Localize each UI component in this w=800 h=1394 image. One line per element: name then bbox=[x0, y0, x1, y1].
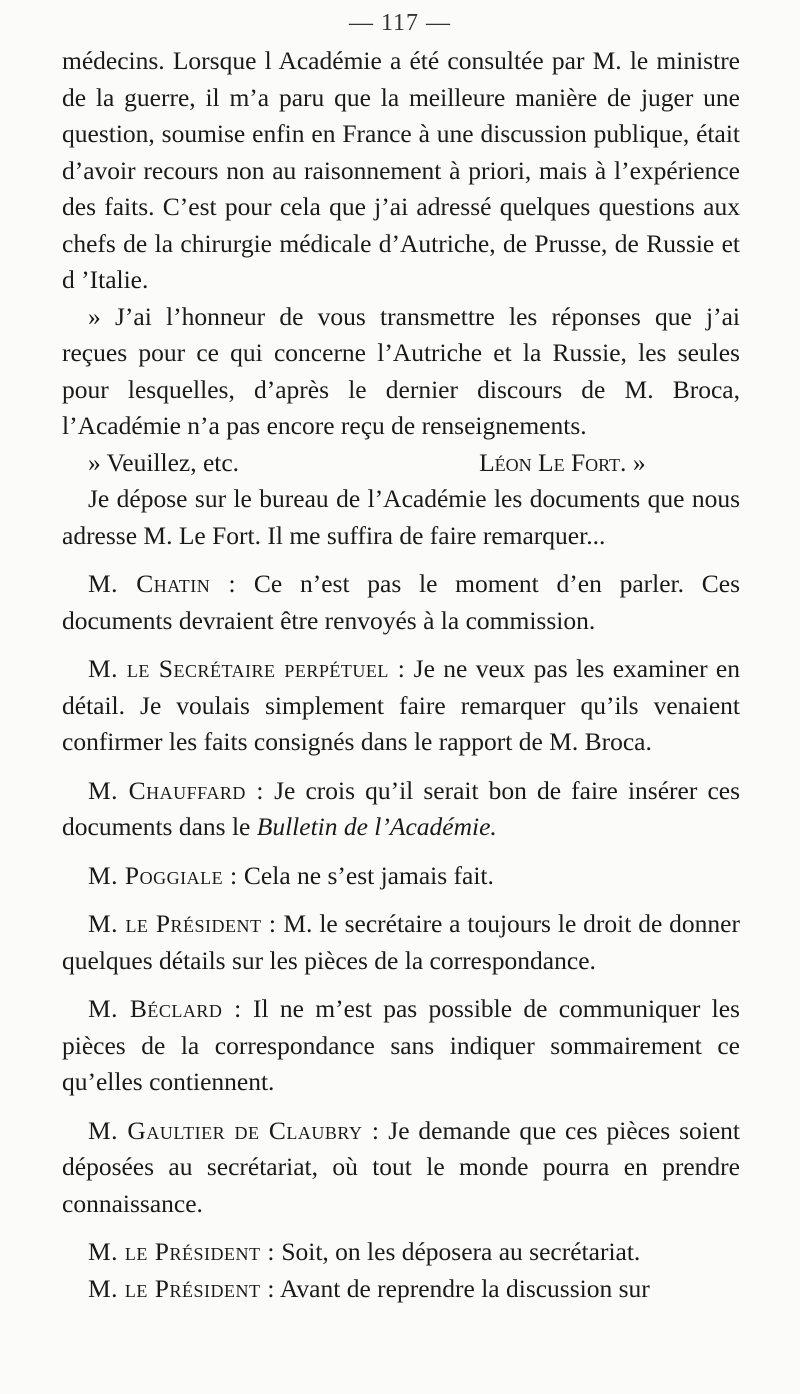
paragraph-9 bbox=[62, 906, 740, 979]
paragraph-7 bbox=[62, 773, 740, 846]
speech-text: Soit, on les déposera au secrétariat. bbox=[274, 1237, 641, 1266]
paragraph-6 bbox=[62, 651, 740, 761]
speech-text: Je crois qu’il serait bon de faire insérer ces documents dans le bbox=[62, 775, 740, 841]
page-body bbox=[62, 43, 740, 1307]
speaker-name: M. le Président : bbox=[88, 1237, 275, 1266]
speech-text: Il ne m’est pas possible de communiquer les pièces de la correspondance sans indiquer sommairement ce qu’elles contiennent. bbox=[62, 994, 740, 1096]
speaker-name: M. le Président : bbox=[88, 909, 277, 938]
paragraph-8 bbox=[62, 858, 740, 895]
speech-text: Ce n’est pas le moment d’en parler. Ces documents devraient être renvoyés à la commission. bbox=[62, 569, 740, 635]
journal-title: Bulletin de l’Académie. bbox=[256, 812, 497, 841]
speaker-name: M. Chauffard : bbox=[88, 775, 265, 805]
speech-text: Je ne veux pas les examiner en détail. Je voulais simplement faire remarquer qu’ils venaient confirmer les faits consignés dans le rapport de M. Broca. bbox=[62, 654, 740, 756]
speaker-name: M. Chatin : bbox=[88, 569, 237, 598]
paragraph-10 bbox=[62, 991, 740, 1101]
speaker-name: M. Béclard : bbox=[88, 994, 242, 1023]
speaker-name: M. le Président : bbox=[88, 1273, 275, 1303]
paragraph-5 bbox=[62, 566, 740, 639]
paragraph-4: Je dépose sur le bureau de l’Académie les documents que nous adresse M. Le Fort. Il me suffira de faire remarquer... bbox=[62, 484, 740, 550]
page-number: — 117 — bbox=[348, 10, 452, 36]
closing-formula: » Veuillez, etc. bbox=[88, 447, 240, 477]
paragraph-12 bbox=[62, 1234, 740, 1271]
speech-text: Cela ne s’est jamais fait. bbox=[237, 860, 494, 890]
speaker-name: M. Gaultier de Claubry : bbox=[88, 1115, 380, 1145]
paragraph-11 bbox=[62, 1113, 740, 1223]
paragraph-13 bbox=[62, 1271, 740, 1308]
signature-author: Léon Le Fort. bbox=[479, 447, 627, 477]
speech-text: M. le secrétaire a toujours le droit de donner quelques détails sur les pièces de la correspondance. bbox=[62, 909, 740, 975]
speech-text: Avant de reprendre la discussion sur bbox=[274, 1273, 650, 1303]
speaker-name: M. Poggiale : bbox=[88, 860, 238, 890]
closing-quote: » bbox=[626, 447, 646, 477]
paragraph-1: médecins. Lorsque l Académie a été consultée par M. le ministre de la guerre, il m’a paru que la meilleure manière de juger une question, soumise enfin en France à une discussion publique, était d’avoir recours non au raisonnement à priori, mais à l’expérience des faits. C’est pour cela que j’ai adressé quelques questions aux chefs de la chirurgie médicale d’Autriche, de Prusse, de Russie et d ’Italie. bbox=[62, 46, 740, 294]
speaker-name: M. le Secrétaire perpétuel : bbox=[88, 654, 406, 683]
signature-line bbox=[62, 445, 740, 482]
speech-text: Je demande que ces pièces soient déposées au secrétariat, où tout le monde pourra en prendre connaissance. bbox=[62, 1115, 740, 1218]
paragraph-2: » J’ai l’honneur de vous transmettre les réponses que j’ai reçues pour ce qui concerne l’Autriche et la Russie, les seules pour lesquelles, d’après le dernier discours de M. Broca, l’Académie n’a pas encore reçu de renseignements. bbox=[62, 301, 740, 440]
